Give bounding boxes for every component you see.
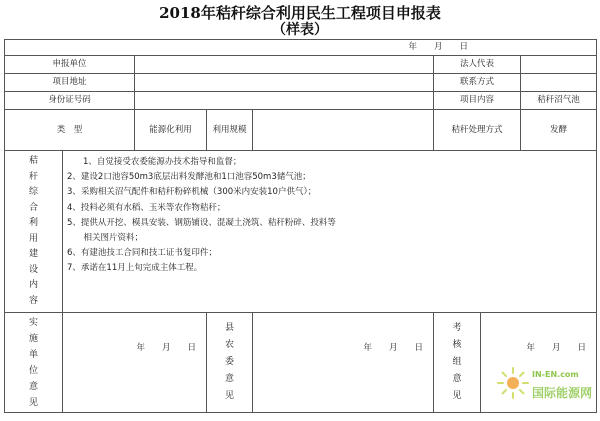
county-opinion-date: 年 月 日	[363, 343, 423, 353]
content-line: 7、承诺在11月上旬完成主体工程。	[67, 263, 203, 274]
group-opinion-label: 考 核 组 意 见	[434, 313, 481, 413]
method-value: 发酵	[521, 110, 597, 151]
contact-value[interactable]	[521, 74, 597, 92]
county-opinion-label: 县 农 委 意 见	[207, 313, 253, 413]
watermark-logo	[496, 362, 596, 416]
date-row	[5, 40, 597, 56]
id-number-label: 身份证号码	[5, 92, 135, 110]
form-subtitle: （样表）	[272, 22, 328, 38]
type-value: 能源化利用	[135, 110, 207, 151]
applicant-value[interactable]	[135, 56, 434, 74]
id-row	[5, 92, 597, 110]
contact-label: 联系方式	[434, 74, 521, 92]
scale-label: 利用规模	[207, 110, 253, 151]
watermark-en: IN-EN.com	[532, 370, 579, 379]
content-line: 2、建设2口池容50m3底层出料发酵池和1口池容50m3储气池；	[67, 172, 311, 183]
project-content-label: 项目内容	[434, 92, 521, 110]
content-line: 6、有建池技工合同和技工证书复印件；	[67, 248, 217, 259]
address-value[interactable]	[135, 74, 434, 92]
content-line: 1、自觉接受农委能源办技术指导和监督；	[83, 157, 242, 167]
type-row	[5, 110, 597, 151]
id-number-value[interactable]	[135, 92, 434, 110]
applicant-row	[5, 56, 597, 74]
legal-rep-label: 法人代表	[434, 56, 521, 74]
applicant-label: 申报单位	[5, 56, 135, 74]
application-form-table	[4, 39, 597, 413]
content-line: 相关图片资料；	[75, 232, 144, 243]
legal-rep-value[interactable]	[521, 56, 597, 74]
content-line: 4、投料必须有水稻、玉米等农作物秸秆；	[67, 202, 226, 213]
method-label: 秸秆处理方式	[434, 110, 521, 151]
unit-opinion-label: 实 施 单 位 意 见	[5, 313, 63, 413]
construction-row	[5, 151, 597, 313]
group-opinion-date: 年 月 日	[526, 343, 587, 353]
county-opinion-field[interactable]	[253, 313, 434, 413]
unit-opinion-date: 年 月 日	[136, 343, 196, 353]
project-content-value: 秸秆沼气池	[521, 92, 597, 110]
date-line: 年 月 日	[408, 42, 469, 52]
watermark-cn: 国际能源网	[532, 386, 593, 400]
address-label: 项目地址	[5, 74, 135, 92]
scale-value[interactable]	[253, 110, 434, 151]
unit-opinion-field[interactable]	[63, 313, 207, 413]
sun-icon	[496, 366, 530, 400]
construction-label: 秸 秆 综 合 利 用 建 设 内 容	[5, 151, 63, 313]
content-line: 3、采购相关沼气配件和秸秆粉碎机械（300米内安装10户供气）；	[67, 187, 317, 198]
content-line: 5、提供从开挖、模具安装、钢筋铺设、混凝土浇筑、秸秆粉碎、投料等	[67, 217, 336, 228]
type-label: 类 型	[5, 110, 135, 151]
form-title: 2018年秸秆综合利用民生工程项目申报表	[159, 4, 441, 22]
construction-content	[63, 151, 597, 313]
address-row	[5, 74, 597, 92]
